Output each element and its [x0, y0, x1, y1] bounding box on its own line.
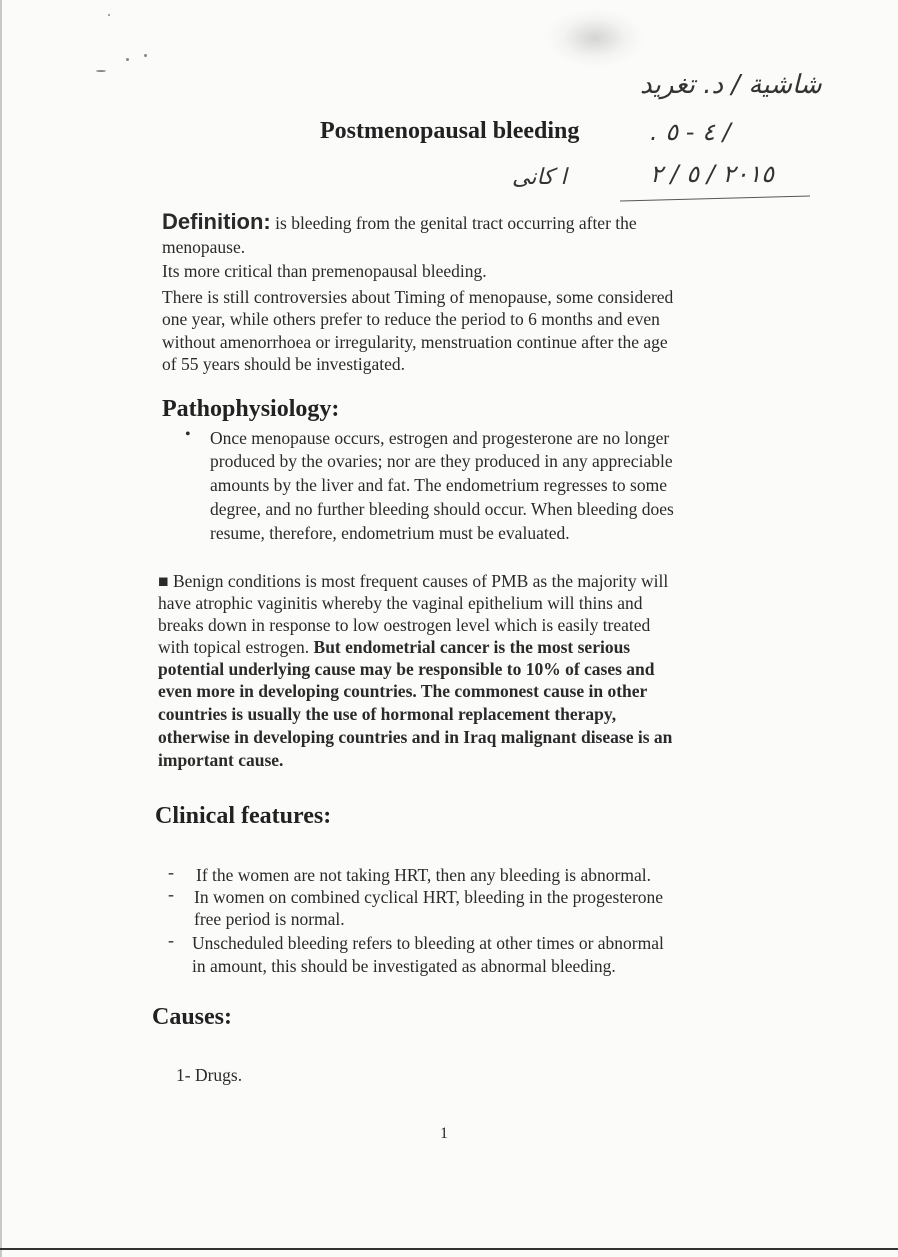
- handwritten-note: شاشية / د. تغريد: [640, 70, 822, 100]
- clinical-item-line: Unscheduled bleeding refers to bleeding at other times or abnormal: [192, 933, 664, 953]
- page-bottom-edge: [0, 1248, 898, 1250]
- handwritten-note: ا كانى: [512, 165, 567, 190]
- causes-item: 1- Drugs.: [176, 1065, 243, 1085]
- square-bullet: ■: [158, 571, 169, 591]
- scan-speck: [126, 58, 129, 61]
- dash-bullet: -: [168, 884, 174, 904]
- definition-line: without amenorrhoea or irregularity, menstruation continue after the age: [162, 332, 668, 352]
- page-title: Postmenopausal bleeding: [320, 118, 580, 144]
- scan-noise: [545, 8, 645, 68]
- benign-line: [158, 570, 668, 593]
- benign-line: breaks down in response to low oestrogen level which is easily treated: [158, 615, 651, 635]
- scan-speck: [144, 54, 147, 57]
- clinical-features-heading: Clinical features:: [155, 803, 332, 829]
- scan-speck: [96, 70, 106, 72]
- definition-line: of 55 years should be investigated.: [162, 354, 406, 374]
- definition-line: one year, while others prefer to reduce the period to 6 months and even: [162, 309, 660, 329]
- benign-bold-line: countries is usually the use of hormonal replacement therapy,: [158, 704, 617, 724]
- definition-line: Its more critical than premenopausal bleeding.: [162, 261, 487, 281]
- pathophysiology-line: Once menopause occurs, estrogen and progesterone are no longer: [210, 428, 670, 448]
- clinical-item-line: In women on combined cyclical HRT, bleeding in the progesterone: [194, 887, 664, 907]
- pathophysiology-line: degree, and no further bleeding should occur. When bleeding does: [210, 499, 674, 519]
- benign-text: with topical estrogen.: [158, 637, 314, 657]
- clinical-item-line: in amount, this should be investigated as abnormal bleeding.: [192, 956, 616, 976]
- benign-bold-line: otherwise in developing countries and in Iraq malignant disease is an: [158, 727, 673, 747]
- handwritten-underline: [620, 196, 810, 202]
- handwritten-date: ٢٠١٥ / ٥ / ٢: [650, 160, 775, 188]
- benign-text: Benign conditions is most frequent causes of PMB as the majority will: [172, 571, 669, 591]
- benign-bold-text: But endometrial cancer is the most serious: [313, 637, 631, 657]
- page-number: 1: [440, 1125, 448, 1142]
- dash-bullet: -: [168, 930, 174, 950]
- benign-line: have atrophic vaginitis whereby the vaginal epithelium will thins and: [158, 593, 643, 613]
- benign-bold-line: potential underlying cause may be responsible to 10% of cases and: [158, 659, 655, 679]
- dash-bullet: -: [168, 862, 174, 882]
- definition-line: [162, 210, 637, 235]
- bullet: •: [185, 426, 191, 443]
- definition-line: There is still controversies about Timing of menopause, some considered: [162, 287, 674, 307]
- pathophysiology-heading: Pathophysiology:: [162, 396, 340, 422]
- definition-line: menopause.: [162, 237, 246, 257]
- causes-heading: Causes:: [152, 1004, 233, 1030]
- page-edge: [0, 0, 2, 1257]
- clinical-item-line: If the women are not taking HRT, then any bleeding is abnormal.: [196, 865, 651, 885]
- pathophysiology-line: amounts by the liver and fat. The endometrium regresses to some: [210, 475, 667, 495]
- clinical-item-line: free period is normal.: [194, 909, 345, 929]
- benign-bold-line: even more in developing countries. The commonest cause in other: [158, 681, 648, 701]
- benign-bold-line: important cause.: [158, 750, 284, 770]
- pathophysiology-line: resume, therefore, endometrium must be evaluated.: [210, 523, 570, 543]
- definition-text: is bleeding from the genital tract occurring after the: [275, 213, 637, 233]
- pathophysiology-line: produced by the ovaries; nor are they produced in any appreciable: [210, 451, 673, 471]
- scan-speck: [108, 14, 110, 16]
- benign-line: [158, 636, 630, 659]
- handwritten-note: / ٤ - ٥ .: [650, 118, 731, 146]
- definition-heading: Definition:: [162, 209, 271, 234]
